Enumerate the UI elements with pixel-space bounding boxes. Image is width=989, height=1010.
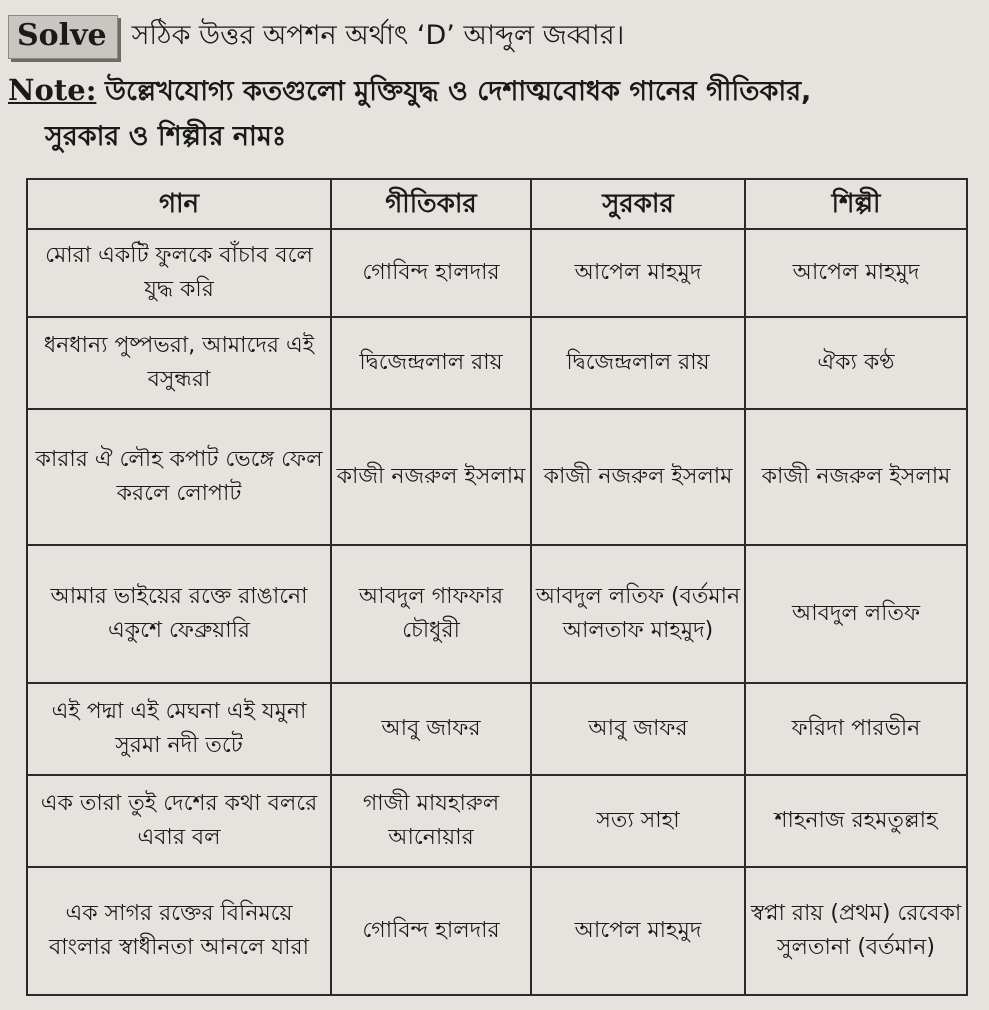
- cell-lyricist: আবদুল গাফফার চৌধুরী: [331, 545, 531, 683]
- note-text-line-2: সুরকার ও শিল্পীর নামঃ: [45, 121, 287, 152]
- cell-singer: কাজী নজরুল ইসলাম: [745, 409, 967, 545]
- cell-composer: কাজী নজরুল ইসলাম: [531, 409, 745, 545]
- solve-line: [8, 12, 624, 62]
- cell-composer: আপেল মাহমুদ: [531, 867, 745, 995]
- table-header-row: [27, 179, 967, 229]
- cell-composer: আবদুল লতিফ (বর্তমান আলতাফ মাহমুদ): [531, 545, 745, 683]
- cell-singer: আপেল মাহমুদ: [745, 229, 967, 317]
- cell-song: এক তারা তুই দেশের কথা বলরে এবার বল: [27, 775, 331, 867]
- table-row: [27, 229, 967, 317]
- cell-composer: দ্বিজেন্দ্রলাল রায়: [531, 317, 745, 409]
- header-song: গান: [27, 179, 331, 229]
- note-label: Note:: [8, 73, 97, 107]
- table-row: [27, 683, 967, 775]
- cell-composer: আবু জাফর: [531, 683, 745, 775]
- cell-singer: ঐক্য কণ্ঠ: [745, 317, 967, 409]
- header-lyricist: গীতিকার: [331, 179, 531, 229]
- cell-song: ধনধান্য পুষ্পভরা, আমাদের এই বসুন্ধরা: [27, 317, 331, 409]
- cell-singer: ফরিদা পারভীন: [745, 683, 967, 775]
- table-row: [27, 775, 967, 867]
- table-row: [27, 317, 967, 409]
- cell-composer: আপেল মাহমুদ: [531, 229, 745, 317]
- cell-lyricist: দ্বিজেন্দ্রলাল রায়: [331, 317, 531, 409]
- cell-lyricist: গাজী মাযহারুল আনোয়ার: [331, 775, 531, 867]
- cell-lyricist: গোবিন্দ হালদার: [331, 229, 531, 317]
- cell-song: আমার ভাইয়ের রক্তে রাঙানো একুশে ফেব্রুয়ারি: [27, 545, 331, 683]
- cell-composer: সত্য সাহা: [531, 775, 745, 867]
- cell-lyricist: কাজী নজরুল ইসলাম: [331, 409, 531, 545]
- table-row: [27, 545, 967, 683]
- table-row: [27, 867, 967, 995]
- table-row: [27, 409, 967, 545]
- cell-singer: শাহনাজ রহমতুল্লাহ: [745, 775, 967, 867]
- solve-answer-text: সঠিক উত্তর অপশন অর্থাৎ ‘D’ আব্দুল জব্বার।: [131, 19, 625, 51]
- cell-lyricist: গোবিন্দ হালদার: [331, 867, 531, 995]
- cell-lyricist: আবু জাফর: [331, 683, 531, 775]
- cell-singer: স্বপ্না রায় (প্রথম) রেবেকা সুলতানা (বর্তমান): [745, 867, 967, 995]
- solve-badge: Solve: [8, 15, 118, 59]
- note-line-1: [8, 68, 983, 114]
- header-singer: শিল্পী: [745, 179, 967, 229]
- cell-song: কারার ঐ লৌহ কপাট ভেঙ্গে ফেল করলে লোপাট: [27, 409, 331, 545]
- header-composer: সুরকার: [531, 179, 745, 229]
- note-text-line-1: উল্লেখযোগ্য কতগুলো মুক্তিযুদ্ধ ও দেশাত্মবোধক গানের গীতিকার,: [105, 76, 812, 107]
- cell-singer: আবদুল লতিফ: [745, 545, 967, 683]
- cell-song: মোরা একটি ফুলকে বাঁচাব বলে যুদ্ধ করি: [27, 229, 331, 317]
- cell-song: এই পদ্মা এই মেঘনা এই যমুনা সুরমা নদী তটে: [27, 683, 331, 775]
- note-block: [8, 68, 983, 159]
- cell-song: এক সাগর রক্তের বিনিময়ে বাংলার স্বাধীনতা আনলে যারা: [27, 867, 331, 995]
- songs-table: [26, 178, 968, 996]
